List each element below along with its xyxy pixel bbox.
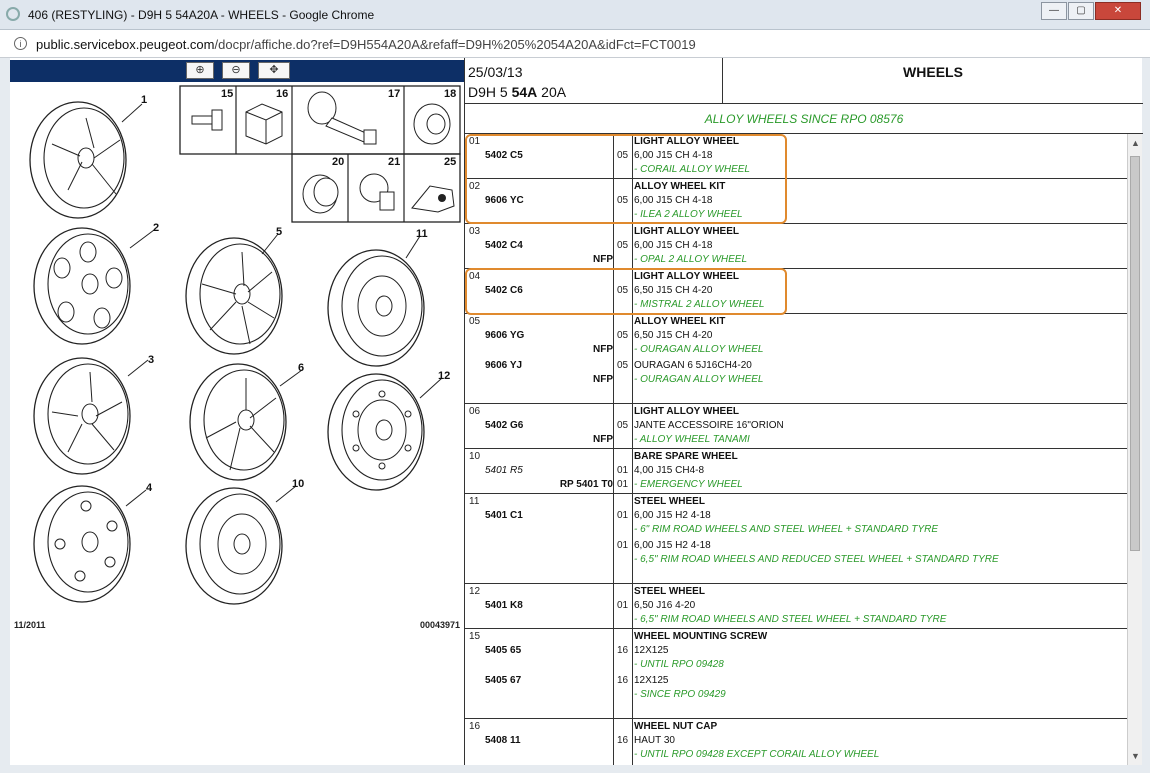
part-note: - 6" RIM ROAD WHEELS AND STEEL WHEEL + STANDARD TYRE [634,524,939,535]
catalog-date: 25/03/13 [468,64,523,80]
part-note: - SINCE RPO 09429 [634,689,726,700]
callout-20: 20 [332,156,345,168]
zoom-in-icon: ⊕ [195,64,205,76]
table-row[interactable]: 16 5408 11 16 WHEEL NUT CAP HAUT 30 - UNTIL RPO 09428 EXCEPT CORAIL ALLOY WHEEL [465,719,1127,765]
wheel-drawing [34,358,130,474]
callout-5: 5 [276,226,283,238]
part-spec: 6,00 J15 CH 4-18 [634,240,713,251]
part-spec: HAUT 30 [634,735,675,746]
part-reference[interactable]: 9606 YC [485,195,524,206]
part-spec: 6,00 J15 CH 4-18 [634,195,713,206]
part-title: ALLOY WHEEL KIT [634,181,726,192]
part-reference[interactable]: 5405 65 [485,645,522,656]
pan-button[interactable] [258,62,290,79]
part-title: BARE SPARE WHEEL [634,451,738,462]
quantity: 05 [617,330,629,341]
nfp-flag: NFP [593,374,613,385]
lock-bolt-drawing [360,174,394,210]
chrome-icon [6,7,20,21]
table-row[interactable]: 15 5405 65 16 WHEEL MOUNTING SCREW 12X125 - UNTIL RPO 09428 5405 67 16 12X125 - SINCE RPO 09429 [465,629,1127,719]
zoom-out-button[interactable] [222,62,250,79]
part-note: - 6,5" RIM ROAD WHEELS AND REDUCED STEEL WHEEL + STANDARD TYRE [634,554,999,565]
nfp-flag: NFP [593,434,613,445]
quantity: 05 [617,195,629,206]
quantity: 01 [617,479,629,490]
small-parts-grid [180,86,460,222]
table-row[interactable]: 06 5402 G6 NFP 05 LIGHT ALLOY WHEEL JANTE ACCESSOIRE 16"ORION - ALLOY WHEEL TANAMI [465,404,1127,449]
callout-16: 16 [276,88,289,100]
part-spec: 6,00 J15 H2 4-18 [634,510,711,521]
part-note: - OURAGAN ALLOY WHEEL [634,374,764,385]
part-note: - UNTIL RPO 09428 [634,659,724,670]
table-row[interactable]: 10 5401 R5 RP 5401 T0 01 01 BARE SPARE WHEEL 4,00 J15 CH4-8 - EMERGENCY WHEEL [465,449,1127,494]
quantity: 05 [617,240,629,251]
zoom-out-icon: ⊖ [231,64,241,76]
quantity: 01 [617,600,629,611]
callout-15: 15 [221,88,234,100]
wheel-drawing [328,374,424,490]
part-note: - ALLOY WHEEL TANAMI [634,434,750,445]
wheel-drawing [186,488,282,604]
pan-icon: ✥ [269,64,279,76]
callout-21: 21 [388,156,401,168]
section-subtitle: ALLOY WHEELS SINCE RPO 08576 [465,104,1143,134]
part-spec: 12X125 [634,645,669,656]
valve-drawing [308,92,376,144]
part-note: - OURAGAN ALLOY WHEEL [634,344,764,355]
wheel-drawing [186,238,282,354]
quantity: 05 [617,420,629,431]
part-spec: 6,50 J16 4-20 [634,600,696,611]
part-reference[interactable]: 5402 G6 [485,420,524,431]
part-note: - UNTIL RPO 09428 EXCEPT CORAIL ALLOY WHEEL [634,749,880,760]
part-spec: 4,00 J15 CH4-8 [634,465,705,476]
part-spec: 6,50 J15 CH 4-20 [634,285,713,296]
part-title: WHEEL NUT CAP [634,721,718,732]
replacement-reference[interactable]: RP 5401 T0 [559,479,613,490]
lock-key-drawing [412,186,454,212]
minimize-button[interactable]: — [1041,2,1067,20]
drawing-number: 00043971 [419,620,460,630]
part-title: ALLOY WHEEL KIT [634,316,726,327]
scrollbar-thumb[interactable] [1130,156,1140,551]
part-reference[interactable]: 5401 R5 [485,465,523,476]
illustration-date: 11/2011 [14,620,46,630]
part-title: LIGHT ALLOY WHEEL [634,226,739,237]
window-frame-bottom [0,765,1150,773]
part-title: LIGHT ALLOY WHEEL [634,136,739,147]
window-title-bar [0,0,1150,30]
close-button[interactable]: ✕ [1095,2,1141,20]
callout-6: 6 [298,362,305,374]
callout-10: 10 [292,478,305,490]
nut-cap-drawing [246,104,282,144]
table-row[interactable]: 03 5402 C4 NFP 05 LIGHT ALLOY WHEEL 6,00 J15 CH 4-18 - OPAL 2 ALLOY WHEEL [465,224,1127,269]
wheel-drawing [30,102,126,218]
wheel-nut-drawing [414,104,450,144]
part-title: LIGHT ALLOY WHEEL [634,271,739,282]
quantity: 01 [617,465,629,476]
callout-17: 17 [388,88,401,100]
vertical-scrollbar[interactable] [1127,134,1142,765]
scroll-down-icon[interactable]: ▼ [1131,751,1140,761]
callout-3: 3 [148,354,155,366]
table-row[interactable]: 04 5402 C6 05 LIGHT ALLOY WHEEL 6,50 J15 CH 4-20 - MISTRAL 2 ALLOY WHEEL [465,269,1127,314]
callout-25: 25 [444,156,457,168]
part-spec: 6,00 J15 CH 4-18 [634,150,713,161]
part-note: - OPAL 2 ALLOY WHEEL [634,254,748,265]
part-note: - ILEA 2 ALLOY WHEEL [634,209,743,220]
wheel-screw-drawing [192,110,222,130]
part-reference[interactable]: 5401 C1 [485,510,523,521]
table-row[interactable]: 11 5401 C1 01 STEEL WHEEL 6,00 J15 H2 4-18 - 6" RIM ROAD WHEELS AND STEEL WHEEL + STANDARD TYRE 01 6,00 J15 H2 4-18 - 6,5" RIM ROAD WHEELS AND REDUCED STEEL WHEEL + STANDARD TYRE [465,494,1127,584]
vehicle-code: D9H 5 54A 20A [468,84,567,100]
part-note: - MISTRAL 2 ALLOY WHEEL [634,299,765,310]
quantity: 01 [617,510,629,521]
part-spec: 6,50 J15 CH 4-20 [634,330,713,341]
part-title: STEEL WHEEL [634,496,705,507]
part-note: - 6,5" RIM ROAD WHEELS AND STEEL WHEEL + STANDARD TYRE [634,614,947,625]
url-text[interactable] [36,37,696,52]
nfp-flag: NFP [593,254,613,265]
quantity: 16 [617,645,629,656]
table-row[interactable]: 02 9606 YC 05 ALLOY WHEEL KIT 6,00 J15 CH 4-18 - ILEA 2 ALLOY WHEEL [465,179,1127,224]
part-reference[interactable]: 9606 YJ [485,360,523,371]
part-note: - EMERGENCY WHEEL [634,479,743,490]
parts-panel [464,58,1142,765]
table-row[interactable]: 12 5401 K8 01 STEEL WHEEL 6,50 J16 4-20 - 6,5" RIM ROAD WHEELS AND STEEL WHEEL + STANDARD TYRE [465,584,1127,629]
quantity: 16 [617,735,629,746]
page-title: WHEELS [903,64,963,80]
wheel-drawing [34,486,130,602]
part-reference[interactable]: 9606 YG [485,330,525,341]
quantity: 05 [617,285,629,296]
center-cap-drawing [303,175,338,213]
quantity: 01 [617,540,629,551]
part-title: WHEEL MOUNTING SCREW [634,631,768,642]
table-row[interactable]: 05 9606 YG NFP 05 ALLOY WHEEL KIT 6,50 J15 CH 4-20 - OURAGAN ALLOY WHEEL 9606 YJ NFP 05 OURAGAN 6 5J16CH4-20 - OURAGAN ALLOY WHEEL [465,314,1127,404]
part-reference[interactable]: 5402 C5 [485,150,523,161]
part-note: - CORAIL ALLOY WHEEL [634,164,750,175]
window-title: 406 (RESTYLING) - D9H 5 54A20A - WHEELS - Google Chrome [28,8,375,22]
wheel-drawing [34,228,130,344]
zoom-in-button[interactable] [186,62,214,79]
illustration-panel [10,60,464,765]
part-spec: 12X125 [634,675,669,686]
callout-1: 1 [141,94,148,106]
part-spec: 6,00 J15 H2 4-18 [634,540,711,551]
nfp-flag: NFP [593,344,613,355]
maximize-button[interactable]: ▢ [1068,2,1094,20]
address-bar[interactable] [0,30,1150,58]
url-path: /docpr/affiche.do?ref=D9H554A20A&refaff=D9H%205%2054A20A&idFct=FCT0019 [214,37,696,52]
parts-header [465,58,1143,104]
quantity: 05 [617,360,629,371]
window-frame-right [1142,58,1150,773]
url-host: public.servicebox.peugeot.com [36,37,215,52]
part-reference[interactable]: 5401 K8 [485,600,523,611]
part-reference[interactable]: 5402 C6 [485,285,523,296]
scroll-up-icon[interactable]: ▲ [1131,138,1140,148]
illustration-toolbar [10,60,464,82]
callout-12: 12 [438,370,451,382]
table-row[interactable]: 01 5402 C5 05 LIGHT ALLOY WHEEL 6,00 J15 CH 4-18 - CORAIL ALLOY WHEEL [465,134,1127,179]
part-reference[interactable]: 5402 C4 [485,240,523,251]
parts-table [465,134,1127,765]
info-icon[interactable]: i [14,37,27,50]
part-spec: OURAGAN 6 5J16CH4-20 [634,360,752,371]
part-title: LIGHT ALLOY WHEEL [634,406,739,417]
quantity: 05 [617,150,629,161]
wheel-drawing [190,364,286,480]
wheel-drawing [328,250,424,366]
callout-4: 4 [146,482,153,494]
callout-11: 11 [416,228,428,240]
part-title: STEEL WHEEL [634,586,705,597]
quantity: 16 [617,675,629,686]
callout-18: 18 [444,88,457,100]
callout-2: 2 [153,222,160,234]
part-reference[interactable]: 5405 67 [485,675,522,686]
part-reference[interactable]: 5408 11 [485,735,521,746]
window-frame-left [0,58,10,773]
part-spec: JANTE ACCESSOIRE 16"ORION [634,420,784,431]
